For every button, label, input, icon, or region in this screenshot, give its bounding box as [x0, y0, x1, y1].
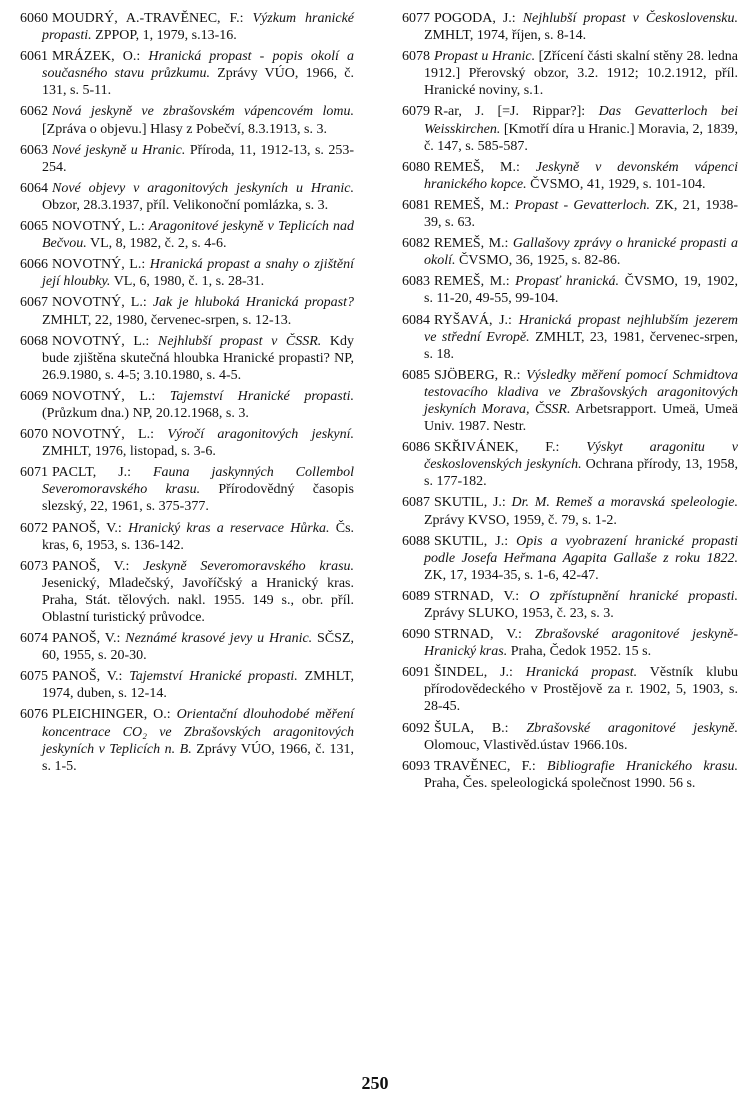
entry-author: MRÁZEK, O.:	[52, 49, 141, 65]
entry-author: PANOŠ, V.:	[52, 631, 121, 647]
entry-number: 6075	[20, 669, 48, 685]
bibliography-entry	[20, 520, 354, 554]
entry-number: 6080	[402, 159, 430, 175]
entry-details: VL, 8, 1982, č. 2, s. 4-6.	[89, 236, 227, 252]
entry-details: SČSZ, 60, 1955, s. 20-30.	[42, 631, 354, 664]
entry-title: Hranická propast - popis okolí a současného stavu průzkumu.	[42, 49, 354, 82]
entry-details: Praha, Čedok 1952. 15 s.	[510, 644, 652, 660]
entry-title: Nové objevy v aragonitových jeskyních u Hranic.	[52, 180, 354, 196]
entry-title: Das Gevatterloch bei Weisskirchen.	[424, 104, 739, 137]
bibliography-entry	[20, 668, 354, 702]
entry-number: 6060	[20, 11, 48, 26]
entry-details: Přírodovědný časopis slezský, 22, 1961, s. 375-377.	[42, 482, 354, 515]
bibliography-entry	[20, 558, 354, 626]
entry-title: Dr. M. Remeš a moravská speleologie.	[511, 495, 738, 511]
bibliography-entry	[402, 48, 738, 99]
entry-details: ZMHLT, 23, 1981, červenec-srpen, s. 18.	[424, 329, 739, 362]
entry-title: Výročí aragonitových jeskyní.	[167, 427, 354, 443]
bibliography-entry	[402, 758, 738, 792]
entry-number: 6064	[20, 180, 48, 196]
entry-number: 6090	[402, 627, 430, 643]
entry-details: [Zpráva o objevu.] Hlasy z Pobečví, 8.3.1913, s. 3.	[42, 121, 327, 137]
entry-author: REMEŠ, M.:	[434, 159, 520, 175]
entry-number: 6078	[402, 49, 430, 65]
entry-details: Jesenický, Mladečský, Javoříčský a Hranický kras. Praha, Stát. tělových. nakl. 1955. 149 s., obr. příl. Oblastní turistický průvodce.	[42, 575, 354, 625]
entry-number: 6066	[20, 257, 48, 273]
entry-number: 6082	[402, 236, 430, 252]
entry-number: 6074	[20, 631, 48, 647]
entry-details: Praha, Čes. speleologická společnost 1990. 56 s.	[424, 775, 696, 791]
entry-title: Nové jeskyně u Hranic.	[52, 142, 186, 158]
entry-title: Výsledky měření pomocí Schmidtova testovacího kladiva ve Zbrašovských aragonitových jeskyních Morava, ČSSR.	[424, 367, 738, 417]
entry-author: PANOŠ, V.:	[52, 669, 123, 685]
entry-title: Neznámé krasové jevy u Hranic.	[125, 631, 313, 647]
entry-details: Ochrana přírody, 13, 1958, s. 177-182.	[424, 457, 739, 490]
entry-author: ŠINDEL, J.:	[434, 665, 513, 681]
entry-author: NOVOTNÝ, L.:	[52, 333, 150, 349]
entry-details: ZMHLT, 1974, říjen, s. 8-14.	[424, 28, 587, 44]
entry-author: R-ar, J. [=J. Rippar?]:	[434, 104, 586, 120]
entry-author: PANOŠ, V.:	[52, 520, 122, 536]
entry-details: Zprávy VÚO, 1966, č. 131, s. 1-5.	[42, 741, 354, 774]
entry-author: POGODA, J.:	[434, 11, 516, 26]
bibliography-entry	[402, 626, 738, 660]
entry-title: Jeskyně v devonském vápenci hranického kopce.	[424, 159, 738, 192]
entry-number: 6093	[402, 758, 430, 774]
entry-author: NOVOTNÝ, L.:	[52, 295, 147, 311]
page-number: 250	[361, 1073, 389, 1093]
bibliography-entry	[402, 720, 738, 754]
entry-title: Tajemství Hranické propasti.	[129, 669, 298, 685]
entry-details: Obzor, 28.3.1937, příl. Velikonoční pomlázka, s. 3.	[42, 197, 329, 213]
entry-title: Zbrašovské aragonitové jeskyně-Hranický kras.	[424, 627, 738, 660]
entry-title: Výzkum hranické propasti.	[42, 11, 355, 44]
entry-title: Nejhlubší propast v Československu.	[522, 11, 739, 26]
bibliography-entry	[402, 367, 738, 435]
bibliography-entry	[402, 273, 738, 307]
entry-number: 6065	[20, 219, 48, 235]
entry-details: ČVSMO, 41, 1929, s. 101-104.	[530, 176, 706, 192]
bibliography-entry	[20, 48, 354, 99]
entry-details: Zprávy SLUKO, 1953, č. 23, s. 3.	[424, 606, 614, 621]
entry-details: Arbetsrapport. Umeä, Umeä Univ. 1987. Nestr.	[424, 401, 739, 435]
right-column	[402, 10, 738, 796]
entry-title: Hranická propast.	[525, 665, 638, 681]
entry-number: 6063	[20, 142, 48, 158]
entry-title: Tajemství Hranické propasti.	[169, 388, 354, 404]
entry-number: 6068	[20, 333, 48, 349]
bibliography-entry	[20, 180, 354, 214]
entry-title: Výskyt aragonitu v československých jeskyních.	[424, 440, 738, 473]
entry-details: Příroda, 11, 1912-13, s. 253-254.	[42, 142, 355, 175]
bibliography-entry	[20, 218, 354, 252]
bibliography-entry	[402, 197, 738, 231]
entry-details: ČVSMO, 36, 1925, s. 82-86.	[459, 253, 621, 269]
entry-details: ZMHLT, 22, 1980, červenec-srpen, s. 12-13.	[42, 312, 292, 328]
bibliography-entry	[402, 103, 738, 154]
entry-title: Orientační dlouhodobé měření koncentrace CO₂ ve Zbrašovských aragonitových jeskyních v Teplicích n. B.	[42, 707, 355, 757]
entry-number: 6088	[402, 533, 430, 549]
bibliography-entry	[402, 235, 738, 269]
bibliography-entry	[20, 294, 354, 328]
entry-title: O zpřístupnění hranické propasti.	[529, 588, 739, 604]
entry-title: Jeskyně Severomoravského krasu.	[143, 558, 355, 574]
entry-number: 6067	[20, 295, 48, 311]
entry-details: ZPPOP, 1, 1979, s.13-16.	[95, 28, 237, 44]
entry-number: 6084	[402, 312, 430, 328]
bibliography-entry	[402, 10, 738, 44]
entry-title: Hranická propast nejhlubším jezerem ve střední Evropě.	[424, 312, 739, 345]
entry-title: Nejhlubší propast v ČSSR.	[157, 333, 322, 349]
entry-details: [Kmotří díra u Hranic.] Moravia, 2, 1839, č. 147, s. 585-587.	[424, 121, 738, 154]
entry-author: STRNAD, V.:	[434, 588, 520, 604]
entry-details: ČVSMO, 19, 1902, s. 11-20, 49-55, 99-104.	[424, 274, 739, 307]
entry-number: 6079	[402, 104, 430, 120]
entry-author: REMEŠ, M.:	[434, 274, 510, 290]
bibliography-entry	[20, 706, 354, 774]
entry-number: 6092	[402, 720, 430, 736]
entry-author: SKUTIL, J.:	[434, 533, 509, 549]
entry-author: PACLT, J.:	[52, 465, 132, 481]
entry-author: PLEICHINGER, O.:	[52, 707, 171, 723]
entry-number: 6077	[402, 11, 430, 26]
entry-number: 6062	[20, 104, 48, 120]
entry-author: REMEŠ, M.:	[434, 197, 510, 213]
entry-details: Olomouc, Vlastivěd.ústav 1966.10s.	[424, 737, 628, 753]
bibliography-entry	[402, 159, 738, 193]
entry-title: Opis a vyobrazení hranické propasti podle Josefa Heřmana Agapita Gallaše z roku 1822.	[424, 533, 738, 566]
bibliography-entry	[20, 10, 354, 44]
entry-title: Gallašovy zprávy o hranické propasti a okolí.	[424, 236, 739, 269]
entry-number: 6087	[402, 495, 430, 511]
bibliography-entry	[402, 588, 738, 622]
bibliography-entry	[20, 256, 354, 290]
entry-number: 6076	[20, 707, 48, 723]
entry-title: Hranický kras a reservace Hůrka.	[128, 520, 330, 536]
bibliography-entry	[402, 312, 738, 363]
entry-title: Bibliografie Hranického krasu.	[547, 758, 738, 774]
entry-details: VL, 6, 1980, č. 1, s. 28-31.	[113, 274, 265, 290]
entry-author: SKŘIVÁNEK, F.:	[434, 440, 560, 456]
bibliography-entry	[20, 426, 354, 460]
bibliography-entry	[402, 494, 738, 528]
entry-number: 6069	[20, 388, 48, 404]
entry-author: NOVOTNÝ, L.:	[52, 427, 154, 443]
bibliography-entry	[20, 464, 354, 515]
entry-details: Zprávy KVSO, 1959, č. 79, s. 1-2.	[424, 512, 617, 528]
entry-details: [Zřícení části skalní stěny 28. ledna 1912.] Přerovský obzor, 3.2. 1912; 10.2.1912, příl. Hranické noviny, s.1.	[424, 49, 738, 99]
entry-title: Nová jeskyně ve zbrašovském vápencovém lomu.	[52, 104, 354, 120]
entry-author: NOVOTNÝ, L.:	[52, 219, 145, 235]
entry-number: 6083	[402, 274, 430, 290]
entry-details: ZMHLT, 1976, listopad, s. 3-6.	[42, 444, 216, 460]
entry-number: 6071	[20, 465, 48, 481]
entry-details: Kdy bude zjištěna skutečná hloubka Hranické propasti? NP, 26.9.1980, s. 4-5; 3.10.1980, s. 4-5.	[42, 333, 355, 383]
entry-title: Zbrašovské aragonitové jeskyně.	[526, 720, 739, 736]
bibliography-entry	[20, 388, 354, 422]
entry-details: Zprávy VÚO, 1966, č. 131, s. 5-11.	[42, 66, 354, 99]
entry-number: 6061	[20, 49, 48, 65]
entry-title: Aragonitové jeskyně v Teplicích nad Bečvou.	[42, 219, 354, 252]
entry-details: ZK, 17, 1934-35, s. 1-6, 42-47.	[424, 567, 599, 583]
entry-number: 6091	[402, 665, 430, 681]
entry-title: Hranická propast a snahy o zjištění její hloubky.	[42, 257, 355, 290]
entry-author: NOVOTNÝ, L.:	[52, 257, 146, 273]
entry-title: Propasť hranická.	[515, 274, 620, 290]
entry-details: ZMHLT, 1974, duben, s. 12-14.	[42, 669, 354, 702]
entry-number: 6086	[402, 440, 430, 456]
entry-details: (Průzkum dna.) NP, 20.12.1968, s. 3.	[42, 405, 249, 421]
entry-author: SJÖBERG, R.:	[434, 367, 521, 383]
entry-author: REMEŠ, M.:	[434, 236, 509, 252]
entry-details: ZK, 21, 1938-39, s. 63.	[424, 197, 739, 231]
entry-author: STRNAD, V.:	[434, 627, 522, 643]
entry-author: ŠULA, B.:	[434, 720, 509, 736]
entry-title: Jak je hluboká Hranická propast?	[152, 295, 354, 311]
entry-author: RYŠAVÁ, J.:	[434, 312, 512, 328]
bibliography-entry	[20, 103, 354, 137]
entry-number: 6070	[20, 427, 48, 443]
bibliography-entry	[402, 664, 738, 715]
entry-title: Propast - Gevatterloch.	[514, 197, 650, 213]
entry-number: 6073	[20, 558, 48, 574]
entry-number: 6081	[402, 197, 430, 213]
entry-author: TRAVĚNEC, F.:	[434, 758, 536, 774]
entry-author: MOUDRÝ, A.-TRAVĚNEC, F.:	[52, 11, 244, 26]
bibliography-entry	[402, 439, 738, 490]
left-column	[20, 10, 354, 779]
bibliography-entry	[20, 333, 354, 384]
entry-number: 6072	[20, 520, 48, 536]
entry-details: Věstník klubu přírodovědeckého v Prostějově za r. 1902, 5, 1903, s. 28-45.	[424, 665, 738, 715]
entry-number: 6089	[402, 588, 430, 604]
entry-number: 6085	[402, 367, 430, 383]
entry-author: SKUTIL, J.:	[434, 495, 506, 511]
entry-details: Čs. kras, 6, 1953, s. 136-142.	[42, 520, 355, 553]
entry-author: PANOŠ, V.:	[52, 558, 130, 574]
entry-author: NOVOTNÝ, L.:	[52, 388, 156, 404]
entry-title: Propast u Hranic.	[434, 49, 536, 65]
entry-title: Fauna jaskynných Collembol Severomoravského krasu.	[42, 465, 354, 498]
bibliography-entry	[20, 142, 354, 176]
bibliography-entry	[402, 533, 738, 584]
bibliography-entry	[20, 630, 354, 664]
